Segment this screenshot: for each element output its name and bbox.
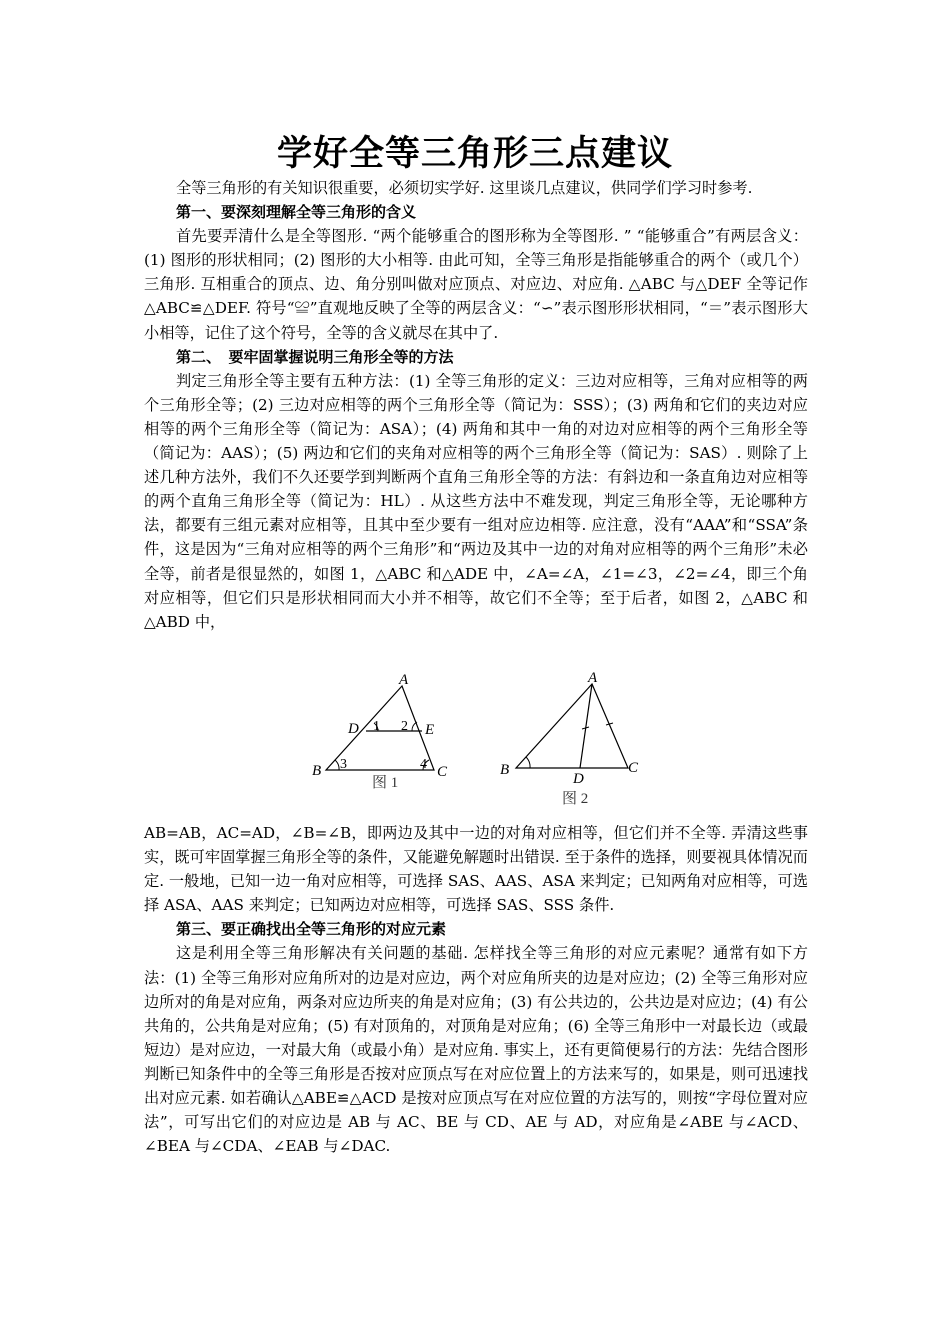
section2-body: 判定三角形全等主要有五种方法：(1) 全等三角形的定义：三边对应相等，三角对应相等的两个三角形全等；(2) 三边对应相等的两个三角形全等（简记为：SSS）；(3) 两角和它们的夹边对应相等的两个三角形全等（简记为：ASA）；(4) 两角和其中一角的对边对应相等的两个三角形全等（简记为：AAS）；(5) 两边和它们的夹角对应相等的两个三角形全等（简记为：SAS）. 则除了上述几种方法外，我们不久还要学到判断两个直角三角形全等的方法：有斜边和一条直角边对应相等的两个直角三角形全等（简记为：HL）. 从这些方法中不难发现，判定三角形全等，无论哪种方法，都要有三组元素对应相等，且其中至少要有一组对应边相等. 应注意，没有“AAA”和“SSA”条件，这是因为“三角对应相等的两个三角形”和“两边及其中一边的对角对应相等的两个三角形”未必全等，前者是很显然的，如图 1，△ABC 和△ADE 中，∠A=∠A，∠1=∠3，∠2=∠4，即三个角对应相等，但它们只是形状相同而大小并不相等，故它们不全等；至于后者，如图 2，△ABC 和△ABD 中， bbox=[144, 371, 808, 631]
figure1-label-b: B bbox=[312, 763, 322, 779]
figure1-angle-1: 1 bbox=[373, 719, 380, 734]
section2-heading: 第二、 要牢固掌握说明三角形全等的方法 bbox=[176, 347, 454, 366]
figure1-angle-2: 2 bbox=[401, 719, 408, 734]
figure2-angle-b-arc bbox=[526, 757, 530, 768]
figure1-label-c: C bbox=[437, 764, 448, 780]
section3-heading: 第三、要正确找出全等三角形的对应元素 bbox=[176, 920, 447, 939]
bottom-text-block bbox=[144, 821, 808, 1158]
figure1-caption: 图 1 bbox=[372, 775, 399, 791]
figures-area bbox=[300, 668, 660, 818]
section1-heading: 第一、要深刻理解全等三角形的含义 bbox=[176, 203, 417, 222]
section2-body-continued: AB=AB，AC=AD，∠B=∠B，即两边及其中一边的对角对应相等，但它们并不全等. 弄清这些事实，既可牢固掌握三角形全等的条件，又能避免解题时出错误. 至于条件的选择，则要视具体情况而定. 一般地，已知一边一角对应相等，可选择 SAS、AAS、ASA 来判定；已知两角对应相等，可选择 ASA、AAS 来判定；已知两边对应相等，可选择 SAS、SSS 条件. bbox=[144, 824, 808, 915]
figure1-label-d: D bbox=[348, 721, 359, 737]
figure1-angle-3: 3 bbox=[340, 757, 347, 772]
figure2-label-c: C bbox=[628, 760, 639, 776]
figure1-angle-4: 4 bbox=[420, 757, 427, 772]
figure2-label-b: B bbox=[500, 762, 510, 778]
figure1-label-e: E bbox=[425, 722, 435, 738]
figure-1 bbox=[312, 672, 448, 791]
figure2-label-a: A bbox=[588, 670, 598, 686]
figure2-label-d: D bbox=[573, 771, 584, 787]
figure1-angle3-arc bbox=[335, 760, 339, 770]
figure2-triangle-abc bbox=[516, 684, 628, 768]
figure-2 bbox=[500, 670, 639, 807]
intro-paragraph: 全等三角形的有关知识很重要，必须切实学好. 这里谈几点建议，供同学们学习时参考. bbox=[176, 179, 753, 197]
figures-svg bbox=[300, 668, 660, 818]
figure2-segment-ad bbox=[580, 684, 592, 768]
page-title: 学好全等三角形三点建议 bbox=[276, 134, 673, 174]
figure2-caption: 图 2 bbox=[562, 791, 589, 807]
section1-body: 首先要弄清什么是全等图形. “两个能够重合的图形称为全等图形. ” “能够重合”有两层含义：(1) 图形的形状相同；(2) 图形的大小相等. 由此可知，全等三角形是指能够重合的两个（或几个）三角形. 互相重合的顶点、边、角分别叫做对应顶点、对应边、对应角. △ABC 与△DEF 全等记作△ABC≌△DEF. 符号“≌”直观地反映了全等的两层含义：“∽”表示图形形状相同，“＝”表示图形大小相等，记住了这个符号，全等的含义就尽在其中了. bbox=[144, 227, 808, 342]
top-text-block bbox=[144, 176, 808, 634]
figure1-label-a: A bbox=[399, 672, 409, 688]
section3-body: 这是利用全等三角形解决有关问题的基础. 怎样找全等三角形的对应元素呢？通常有如下方法：(1) 全等三角形对应角所对的边是对应边，两个对应角所夹的边是对应边；(2) 全等三角形对应边所对的角是对应角，两条对应边所夹的角是对应角；(3) 有公共边的，公共边是对应边；(4) 有公共角的，公共角是对应角；(5) 有对顶角的，对顶角是对应角；(6) 全等三角形中一对最长边（或最短边）是对应边，一对最大角（或最小角）是对应角. 事实上，还有更简便易行的方法：先结合图形判断已知条件中的全等三角形是否按对应顶点写在对应位置上的方法来写的，如果是，则可迅速找出对应元素. 如若确认△ABE≌△ACD 是按对应顶点写在对应位置的方法写的，则按“字母位置对应法”，可写出它们的对应边是 AB 与 AC、BE 与 CD、AE 与 AD，对应角是∠ABE 与∠ACD、∠BEA 与∠CDA、∠EAB 与∠DAC. bbox=[144, 944, 808, 1156]
